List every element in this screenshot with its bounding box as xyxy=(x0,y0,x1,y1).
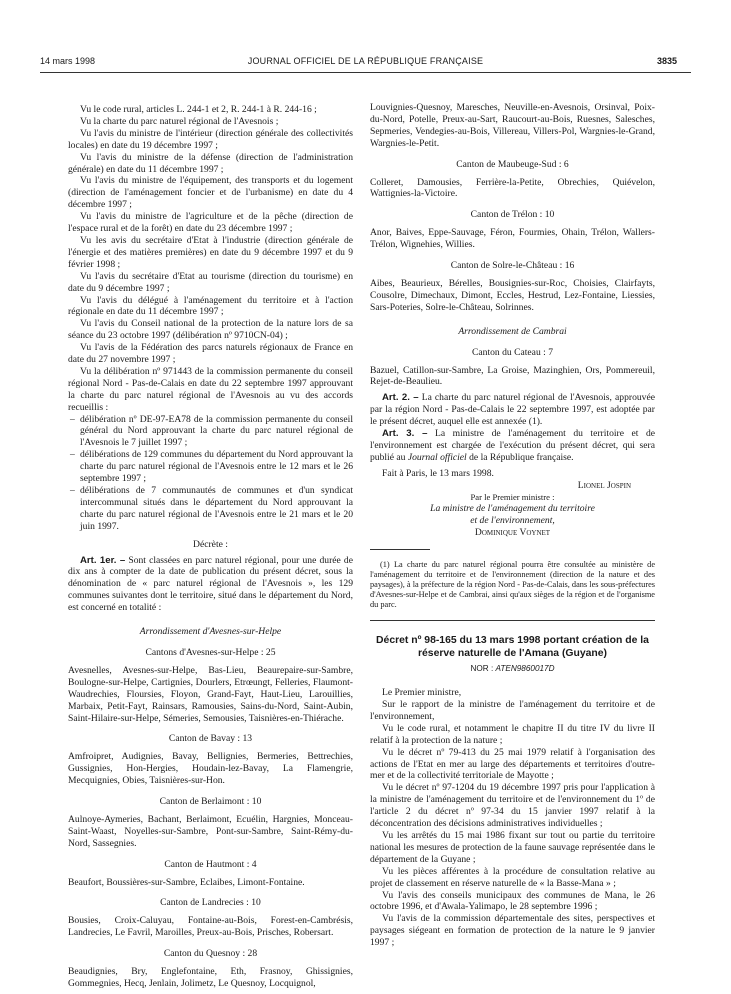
vu-paragraph: Vu l'avis du secrétaire d'Etat au tourisme (direction du tourisme) en date du 9 décembre 1997 ; xyxy=(68,270,353,294)
list-item: – délibérations de 7 communautés de communes et d'un syndicat intercommunal situés dans le département du Nord approuvant la charte du parc naturel régional de l'Avesnois entre le 21 mars et le 20 juin 1997. xyxy=(68,485,353,533)
footnote-divider xyxy=(370,549,430,550)
vu-paragraph: Vu l'avis du ministre de l'agriculture et de la pêche (direction de l'espace rural et de la forêt) en date du 23 décembre 1997 ; xyxy=(68,211,353,235)
footnote: (1) La charte du parc naturel régional pourra être consultée au ministère de l'aménagement du territoire et de l'environnement (direction de la nature et des paysages), à la préfecture de la région Nord - Pas-de-Calais, dans les sous-préfectures d'Avesnes-sur-Helpe et de Cambrai, ainsi qu'aux sièges de la région et de l'organisme du parc. xyxy=(370,560,655,610)
vu-paragraph: Vu l'avis du délégué à l'aménagement du territoire et à l'action régionale en date du 11 décembre 1997 ; xyxy=(68,294,353,318)
canton-title: Canton de Landrecies : 10 xyxy=(160,897,261,909)
page-header xyxy=(40,56,691,70)
vu-paragraph: Vu le code rural, articles L. 244-1 et 2, R. 244-1 à R. 244-16 ; xyxy=(80,104,317,115)
vu-paragraph: Vu le code rural, et notamment le chapitre II du titre IV du livre II relatif à la protection de la nature ; xyxy=(370,722,655,746)
decret-title: Décret nº 98-165 du 13 mars 1998 portant création de la réserve naturelle de l'Amana (Guyane) xyxy=(376,635,649,659)
canton-title: Canton de Maubeuge-Sud : 6 xyxy=(456,158,569,170)
vu-paragraph: Vu les arrêtés du 15 mai 1986 fixant sur tout ou partie du territoire national les mesures de protection de la faune sauvage représentée dans le département de la Guyane ; xyxy=(370,829,655,865)
article-1 xyxy=(68,555,353,615)
canton-communes: Colleret, Damousies, Ferrière-la-Petite, Obrechies, Quiévelon, Wattignies-la-Victoire. xyxy=(370,176,655,200)
article-2-text: La charte du parc naturel régional de l'Avesnois, approuvée par la région Nord - Pas-de-Calais le 22 septembre 1997, est adoptée par le présent décret, auquel elle est annexée (1). xyxy=(370,392,655,428)
canton-title: Cantons d'Avesnes-sur-Helpe : 25 xyxy=(145,646,276,658)
page-number: 3835 xyxy=(656,56,677,66)
canton-title: Canton du Cateau : 7 xyxy=(472,346,553,358)
canton-communes: Bazuel, Catillon-sur-Sambre, La Groise, Mazinghien, Ors, Pommereuil, Rejet-de-Beaulieu. xyxy=(370,364,655,388)
vu-paragraph: Vu l'avis du ministre de l'intérieur (direction générale des collectivités locales) en date du 19 décembre 1997 ; xyxy=(68,127,353,151)
journal-officiel-ref: Journal officiel xyxy=(407,451,467,463)
canton-title: Canton de Solre-le-Château : 16 xyxy=(450,260,575,272)
article-2 xyxy=(370,392,655,428)
premier-ministre-line: Le Premier ministre, xyxy=(382,687,462,699)
nor-label: NOR : xyxy=(470,664,496,674)
vu-paragraph: Vu le décret nº 97-1204 du 19 décembre 1997 pris pour l'application à la ministre de l'aménagement du territoire et de l'environnement du 1º de l'article 2 du décret nº 97-34 du 15 janvier 1997 relatif à la déconcentration des décisions administratives individuelles ; xyxy=(370,782,655,830)
deliberation-list xyxy=(68,414,353,533)
canton-title: Canton de Berlaimont : 10 xyxy=(159,796,262,808)
minister-name: Dominique Voynet xyxy=(474,527,551,539)
vu-paragraph: Vu l'avis du ministre de l'équipement, des transports et du logement (direction de l'aménagement foncier et de l'urbanisme) en date du 4 décembre 1997 ; xyxy=(68,175,353,211)
fait-a-paris: Fait à Paris, le 13 mars 1998. xyxy=(382,467,494,479)
article-3 xyxy=(370,428,655,464)
signatory-name: Lionel Jospin xyxy=(577,479,631,491)
canton-communes: Avesnelles, Avesnes-sur-Helpe, Bas-Lieu, Beaurepaire-sur-Sambre, Boulogne-sur-Helpe, Cartignies, Dourlers, Etrœungt, Felleries, Flaumont-Waudrechies, Floursies, Floyon, Grand-Fayt, Haut-Lieu, Larouillies, Marbaix, Petit-Fayt, Rainsars, Ramousies, Sains-du-Nord, Saint-Aubin, Saint-Hilaire-sur-Helpe, Sémeries, Semousies, Taisnières-en-Thiérache. xyxy=(68,664,353,724)
header-rule xyxy=(40,72,691,73)
vu-paragraph: Vu le décret nº 79-413 du 25 mai 1979 relatif à l'organisation des actions de l'Etat en mer au large des départements et territoires d'outre-mer et de la collectivité territoriale de Mayotte ; xyxy=(370,746,655,782)
vu-paragraph: Vu l'avis des conseils municipaux des communes de Mana, le 26 octobre 1996, et d'Awala-Yalimapo, le 28 septembre 1996 ; xyxy=(370,889,655,913)
canton-communes: Beaufort, Boussières-sur-Sambre, Eclaibes, Limont-Fontaine. xyxy=(68,876,305,888)
journal-title: JOURNAL OFFICIEL DE LA RÉPUBLIQUE FRANÇAISE xyxy=(247,56,484,66)
canton-communes: Anor, Baives, Eppe-Sauvage, Féron, Fourmies, Ohain, Trélon, Wallers-Trélon, Wignehies, Willies. xyxy=(370,227,655,251)
article-1-label: Art. 1er. – xyxy=(80,554,126,566)
canton-title: Canton de Bavay : 13 xyxy=(168,733,253,745)
header-date: 14 mars 1998 xyxy=(40,56,96,66)
arrondissement-heading: Arrondissement de Cambrai xyxy=(458,325,567,337)
canton-communes-continued: Louvignies-Quesnoy, Maresches, Neuville-en-Avesnois, Orsinval, Poix-du-Nord, Potelle, Preux-au-Sart, Raucourt-au-Bois, Ruesnes, Salesches, Sepmeries, Vendegies-au-Bois, Villereau, Villers-Pol, Wargnies-le-Grand, Wargnies-le-Petit. xyxy=(370,102,655,149)
vu-paragraph: Vu les pièces afférentes à la procédure de consultation relative au projet de classement en réserve naturelle de « la Basse-Mana » ; xyxy=(370,865,655,889)
canton-communes: Amfroipret, Audignies, Bavay, Bellignies, Bermeries, Bettrechies, Gussignies, Hon-Hergies, Houdain-lez-Bavay, La Flamengrie, Mecquignies, Obies, Taisnières-sur-Hon. xyxy=(68,751,353,787)
vu-paragraph: Vu l'avis du ministre de la défense (direction de l'administration générale) en date du 11 décembre 1997 ; xyxy=(68,151,353,175)
vu-paragraph: Vu l'avis de la commission départementale des sites, perspectives et paysages siégeant en formation de protection de la nature le 9 janvier 1997 ; xyxy=(370,913,655,949)
vu-paragraph: Sur le rapport de la ministre de l'aménagement du territoire et de l'environnement, xyxy=(370,699,655,722)
vu-paragraph: Vu la charte du parc naturel régional de l'Avesnois ; xyxy=(80,115,279,127)
article-3-text-b: de la République française. xyxy=(466,451,574,463)
vu-paragraph: Vu l'avis du Conseil national de la protection de la nature lors de sa séance du 23 octobre 1997 (délibération nº 9710CN-04) ; xyxy=(68,318,353,342)
canton-communes: Aulnoye-Aymeries, Bachant, Berlaimont, Ecuélin, Hargnies, Monceau-Saint-Waast, Noyelles-sur-Sambre, Pont-sur-Sambre, Saint-Rémy-du-Nord, Sassegnies. xyxy=(68,813,353,849)
article-1-text: Sont classées en parc naturel régional, pour une durée de dix ans à compter de la date de publication du présent décret, sous la dénomination de « parc naturel régional de l'Avesnois », les 129 communes suivantes dont le territoire, situé dans le département du Nord, est concerné en totalité : xyxy=(68,554,353,614)
canton-communes: Bousies, Croix-Caluyau, Fontaine-au-Bois, Forest-en-Cambrésis, Landrecies, Le Favril, Maroilles, Preux-au-Bois, Prisches, Robersart. xyxy=(68,915,353,939)
canton-title: Canton de Trélon : 10 xyxy=(470,209,555,221)
article-2-label: Art. 2. – xyxy=(382,392,419,404)
canton-communes: Aibes, Beaurieux, Bérelles, Bousignies-sur-Roc, Choisies, Clairfayts, Cousolre, Dimechaux, Dimont, Eccles, Hestrud, Lez-Fontaine, Liessies, Sars-Poteries, Solre-le-Château, Solrinnes. xyxy=(370,277,655,313)
arrondissement-heading: Arrondissement d'Avesnes-sur-Helpe xyxy=(139,626,282,638)
decrete-heading: Décrète : xyxy=(193,538,228,550)
nor-reference xyxy=(370,663,655,675)
section-divider xyxy=(370,620,655,621)
vu-paragraph: Vu les avis du secrétaire d'Etat à l'industrie (direction générale de l'énergie et des matières premières) en date du 9 décembre 1997 et du 9 février 1998 ; xyxy=(68,234,353,270)
vu-paragraph: Vu la délibération nº 971443 de la commission permanente du conseil régional Nord - Pas-de-Calais en date du 22 septembre 1997 approuvant la charte du parc naturel régional de l'Avesnois au vu des accords recueillis : xyxy=(68,365,353,413)
canton-communes: Beaudignies, Bry, Englefontaine, Eth, Frasnoy, Ghissignies, Gommegnies, Hecq, Jenlain, Jolimetz, Le Quesnoy, Locquignol, xyxy=(68,966,353,989)
vu-paragraph: Vu l'avis de la Fédération des parcs naturels régionaux de France en date du 27 novembre 1997 ; xyxy=(68,342,353,366)
canton-title: Canton de Hautmont : 4 xyxy=(164,858,257,870)
minister-title: La ministre de l'aménagement du territoire xyxy=(430,503,595,515)
list-item: – délibérations de 129 communes du département du Nord approuvant la charte du parc naturel régional de l'Avesnois entre le 12 mars et le 26 septembre 1997 ; xyxy=(68,449,353,485)
article-3-label: Art. 3. – xyxy=(382,428,428,440)
par-le-premier-ministre: Par le Premier ministre : xyxy=(470,491,555,502)
nor-code: ATEN9860017D xyxy=(495,664,555,674)
list-item: – délibération nº DE-97-EA78 de la commission permanente du conseil général du Nord approuvant la charte du parc naturel régional de l'Avesnois le 7 juillet 1997 ; xyxy=(68,414,353,450)
right-column xyxy=(370,102,655,949)
minister-title-continued: et de l'environnement, xyxy=(470,515,555,527)
canton-title: Canton du Quesnoy : 28 xyxy=(163,948,258,960)
article-3-text-a: La ministre de l'aménagement du territoire et de l'environnement est chargée de l'exécution du présent décret, qui sera publié au xyxy=(370,428,656,463)
left-column xyxy=(68,104,353,994)
